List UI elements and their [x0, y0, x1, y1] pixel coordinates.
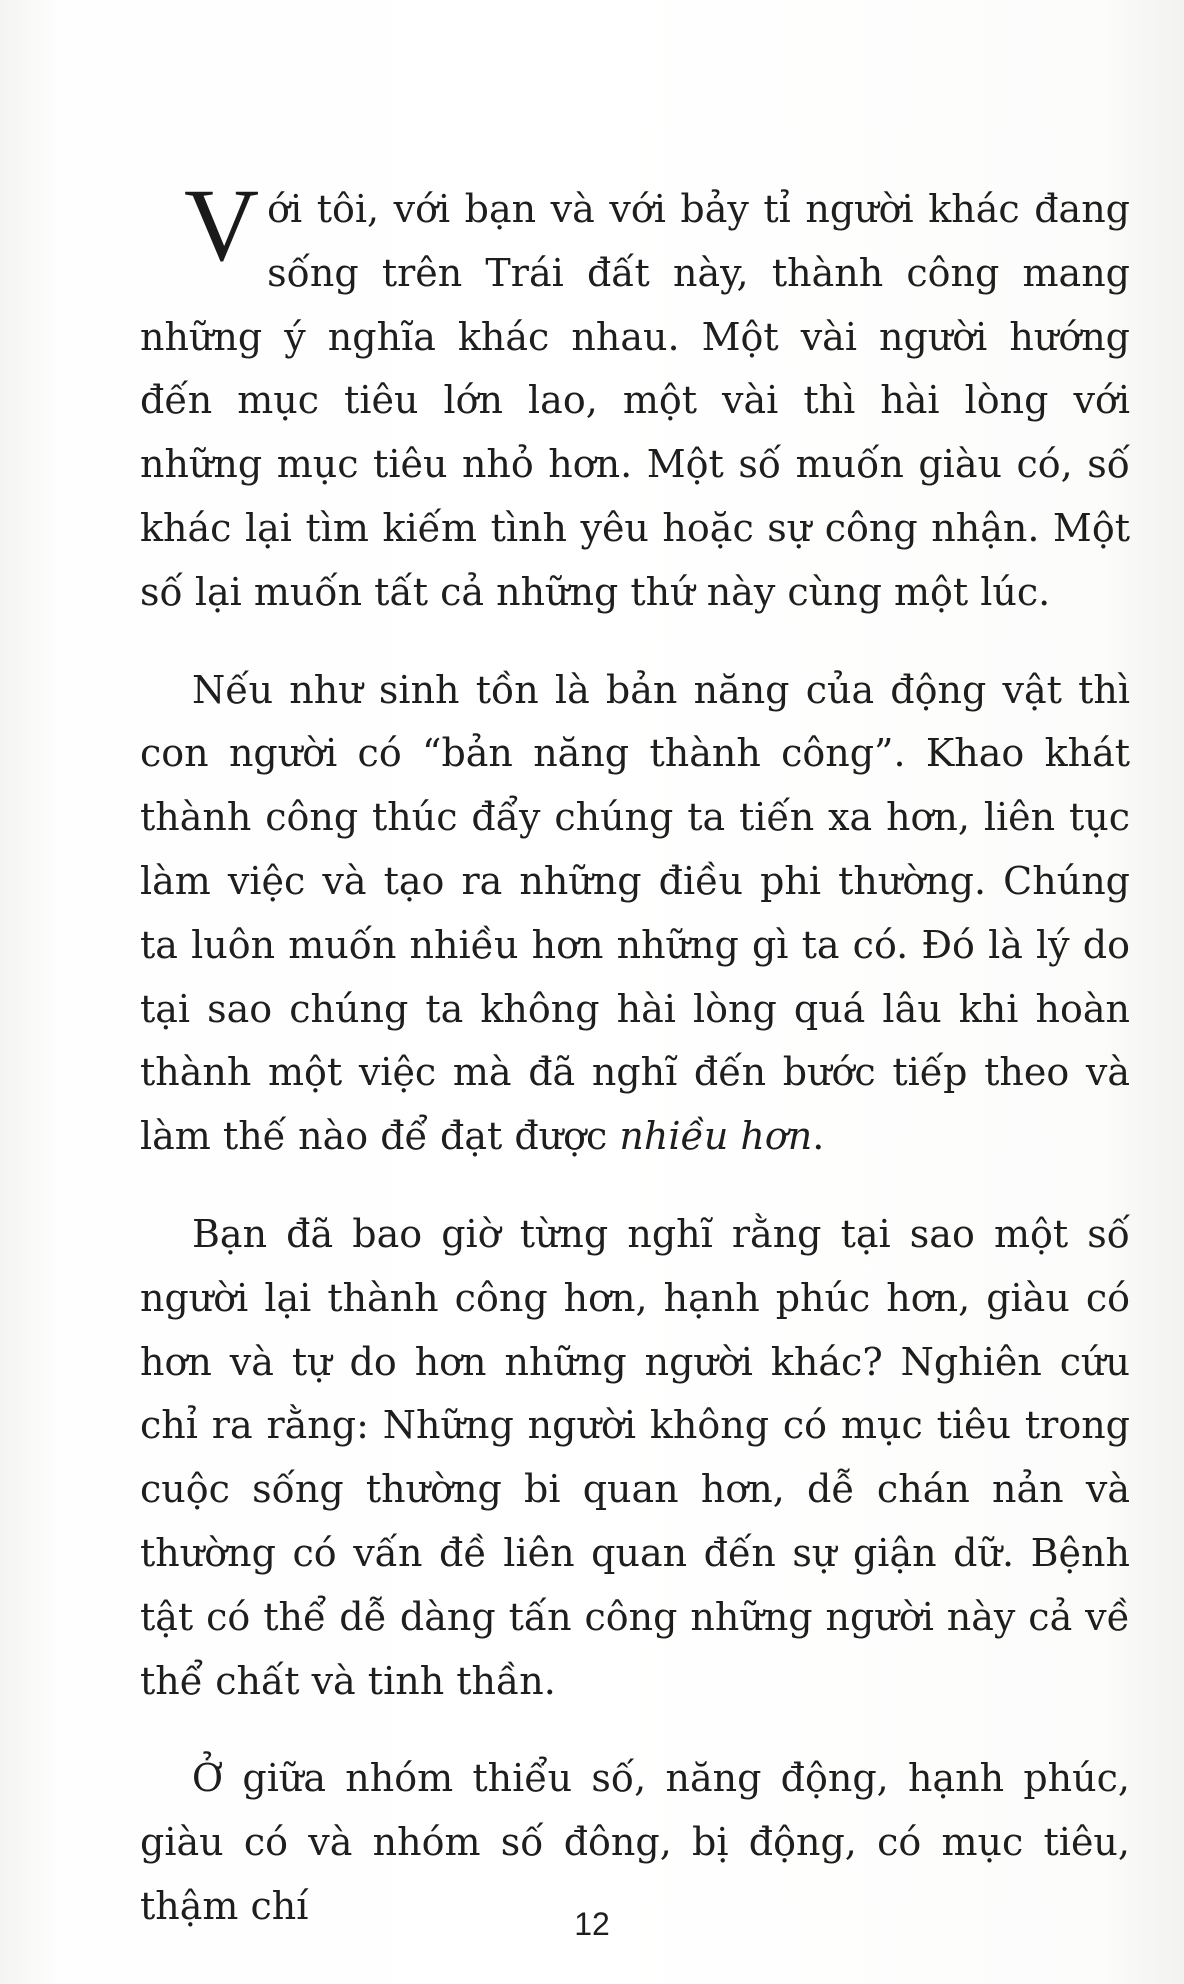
paragraph-3-text: Bạn đã bao giờ từng nghĩ rằng tại sao một số người lại thành công hơn, hạnh phúc hơn, giàu có hơn và tự do hơn những người khác? Nghiên cứu chỉ ra rằng: Những người không có mục tiêu trong cuộc sống thường bi quan hơn, dễ chán nản và thường có vấn đề liên quan đến sự giận dữ. Bệnh tật có thể dễ dàng tấn công những người này cả về thể chất và tinh thần.: [140, 1211, 1130, 1703]
paragraph-2-end: .: [812, 1114, 825, 1159]
paragraph-3: [140, 1203, 1130, 1713]
paragraph-1: [140, 168, 1130, 625]
drop-cap: V: [184, 168, 260, 283]
paragraph-2-emphasis: nhiều hơn: [619, 1114, 813, 1159]
paragraph-1-text: ới tôi, với bạn và với bảy tỉ người khác đang sống trên Trái đất này, thành công mang những ý nghĩa khác nhau. Một vài người hướng đến mục tiêu lớn lao, một vài thì hài lòng với những mục tiêu nhỏ hơn. Một số muốn giàu có, số khác lại tìm kiếm tình yêu hoặc sự công nhận. Một số lại muốn tất cả những thứ này cùng một lúc.: [140, 187, 1130, 614]
paragraph-2: [140, 659, 1130, 1169]
paragraph-2-text: Nếu như sinh tồn là bản năng của động vật thì con người có “bản năng thành công”. Khao khát thành công thúc đẩy chúng ta tiến xa hơn, liên tục làm việc và tạo ra những điều phi thường. Chúng ta luôn muốn nhiều hơn những gì ta có. Đó là lý do tại sao chúng ta không hài lòng quá lâu khi hoàn thành một việc mà đã nghĩ đến bước tiếp theo và làm thế nào để đạt được: [140, 667, 1130, 1159]
page-number: 12: [574, 1906, 610, 1942]
body-text: [140, 168, 1130, 1939]
paragraph-4-text: Ở giữa nhóm thiểu số, năng động, hạnh phúc, giàu có và nhóm số đông, bị động, có mục tiêu, thậm chí: [140, 1756, 1130, 1928]
